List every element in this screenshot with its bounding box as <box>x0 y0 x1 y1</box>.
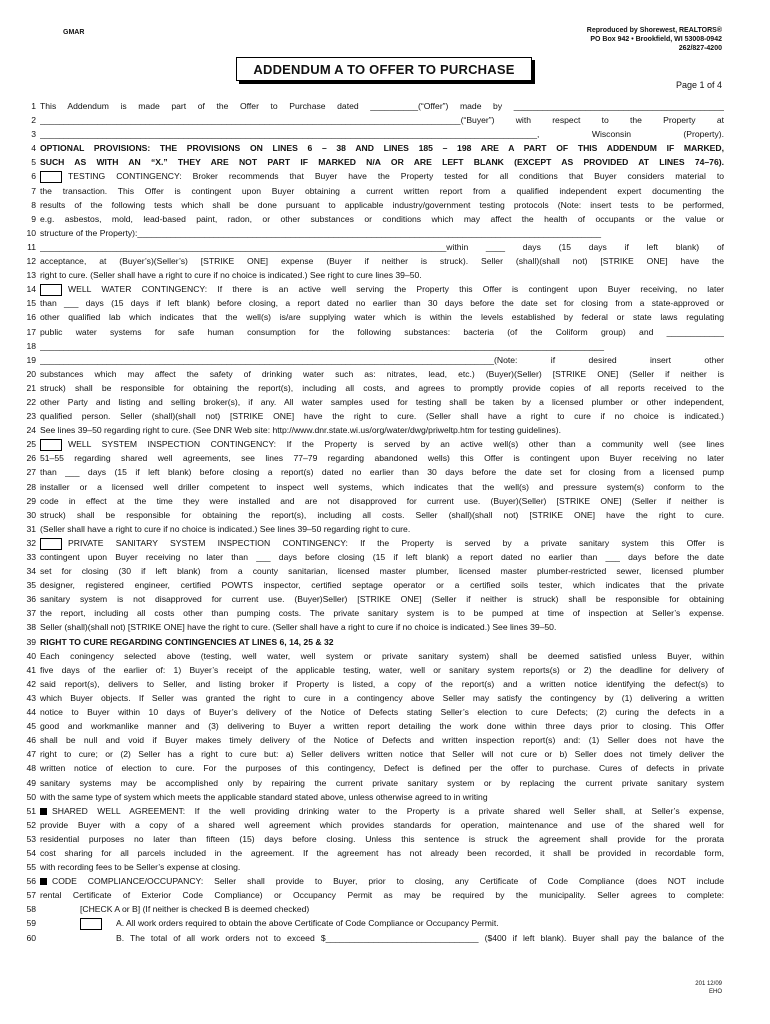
line-text: SHARED WELL AGREEMENT: If the well providing drinking water to the Property is a private shared well Seller shall, at Seller’s expense, <box>52 805 724 816</box>
line-text: CODE COMPLIANCE/OCCUPANCY: Seller shall provide to Buyer, prior to closing, any Certificate of Code Compliance (does NOT include <box>52 876 724 887</box>
document-title: ADDENDUM A TO OFFER TO PURCHASE <box>236 57 532 81</box>
line-text: acceptance, at (Buyer’s)(Seller’s) [STRIKE ONE] expense (Buyer if neither is struck). Seller (shall)(shall not) [STRIKE ONE] have the <box>40 256 724 267</box>
line-number: 12 <box>26 256 36 267</box>
line-text: the transaction. This Offer is contingent upon Buyer obtaining a current written report from a qualified independent expert documenting the <box>40 185 724 196</box>
line-text: struck) shall be responsible for obtaining the report(s), including all costs. Seller (shall)(shall not) [STRIKE ONE] have the right to cure. <box>40 509 724 520</box>
line-number: 40 <box>26 650 36 661</box>
form-code: 201 12/09 <box>695 981 722 987</box>
line-number: 24 <box>26 425 36 436</box>
line-number: 5 <box>31 157 36 168</box>
line-number: 3 <box>31 129 36 140</box>
line-number: 4 <box>31 143 36 154</box>
line-37 <box>18 606 724 620</box>
line-text: structure of the Property):_________________________________________________________________________________________________ <box>40 227 602 238</box>
line-27 <box>18 465 724 479</box>
line-text: installer or a licensed well driller competent to inspect well systems, which indicates that the well(s) and pressure system(s) conform to the <box>40 481 724 492</box>
line-60 <box>18 931 724 945</box>
line-36 <box>18 592 724 606</box>
line-number: 22 <box>26 396 36 407</box>
option-checkbox[interactable] <box>40 171 62 183</box>
line-44 <box>18 705 724 719</box>
option-checkbox[interactable] <box>80 918 102 930</box>
line-number: 17 <box>26 326 36 337</box>
line-number: 36 <box>26 594 36 605</box>
line-number: 49 <box>26 777 36 788</box>
line-number: 14 <box>26 284 36 295</box>
line-number: 34 <box>26 566 36 577</box>
line-text: than ___ days (15 if left blank) before closing a report(s) dated no earlier than 30 days before the date set for closing from a licensed pump <box>40 467 724 478</box>
line-number: 7 <box>31 185 36 196</box>
line-number: 28 <box>26 481 36 492</box>
line-text: qualified person. Seller (shall)(shall not) [STRIKE ONE] have the right to cure. (Seller shall have a right to cure if no choice is indicated.) <box>40 411 724 422</box>
option-checkbox[interactable] <box>40 284 62 296</box>
line-text: public water systems for safe human consumption for the following substances: bacteria (of the Coliform group) and ____________ <box>40 326 724 337</box>
line-text: rental Certificate of Exterior Code Compliance) or Occupancy Permit as may be required by the municipality. Seller agrees to complete: <box>40 890 724 901</box>
bullet-square-icon <box>40 808 47 815</box>
line-22 <box>18 395 724 409</box>
line-text: Seller (shall)(shall not) [STRIKE ONE] have the right to cure. (Seller shall have a right to cure if no choice is indicated.) See lines 39–50. <box>40 622 557 633</box>
line-text: ________________________________________________________________________________________(“Buyer”) with respect to the Property at <box>40 115 724 126</box>
line-15 <box>18 296 724 310</box>
line-number: 16 <box>26 312 36 323</box>
line-42 <box>18 677 724 691</box>
line-text: than ___ days (15 days if left blank) before closing, a report dated no earlier than 30 days before the date set for closing from a state-approved or <box>40 298 724 309</box>
line-number: 44 <box>26 707 36 718</box>
line-number: 37 <box>26 608 36 619</box>
line-number: 57 <box>26 890 36 901</box>
line-number: 45 <box>26 721 36 732</box>
line-8 <box>18 198 724 212</box>
bullet-square-icon <box>40 878 47 885</box>
line-54 <box>18 846 724 860</box>
addendum-body <box>18 99 724 945</box>
line-number: 43 <box>26 692 36 703</box>
line-49 <box>18 776 724 790</box>
line-43 <box>18 691 724 705</box>
line-48 <box>18 761 724 775</box>
line-text: notice to Buyer within 10 days of Buyer’s delivery of the Notice of Defects stating Seller’s election to cure Defects; (2) curing the defects in a <box>40 707 724 718</box>
line-number: 21 <box>26 382 36 393</box>
line-text: See lines 39–50 regarding right to cure. (See DNR Web site: http://www.dnr.state.wi.us/org/water/dwg/priweltp.htm for testing guidelines). <box>40 425 561 436</box>
option-checkbox[interactable] <box>40 439 62 451</box>
line-text: PRIVATE SANITARY SYSTEM INSPECTION CONTINGENCY: If the Property is served by a private sanitary system this Offer is <box>68 537 724 548</box>
line-text: This Addendum is made part of the Offer to Purchase dated __________(“Offer”) made by ____________________________________________ <box>40 101 724 111</box>
line-47 <box>18 747 724 761</box>
line-text: _____________________________________________________________________________________within ____ days (15 days if left blank) of <box>40 241 724 252</box>
line-number: 47 <box>26 749 36 760</box>
line-number: 48 <box>26 763 36 774</box>
line-50 <box>18 790 724 804</box>
line-number: 25 <box>26 439 36 450</box>
line-number: 41 <box>26 664 36 675</box>
line-text: said report(s), delivers to Seller, and listing broker if Property is listed, a copy of the report(s) and a written notice identifying the defect(s) to <box>40 678 724 689</box>
line-number: 26 <box>26 453 36 464</box>
line-text: 51–55 regarding shared well agreements, see lines 77–79 regarding abandoned wells) this Offer is contingent upon Buyer receiving no later <box>40 453 724 464</box>
line-number: 39 <box>26 636 36 647</box>
line-number: 51 <box>26 805 36 816</box>
line-56 <box>18 874 724 888</box>
line-text: right to cure. (Seller shall have a right to cure if no choice is indicated.) See right to cure lines 39–50. <box>40 270 422 281</box>
line-number: 6 <box>31 171 36 182</box>
line-35 <box>18 578 724 592</box>
line-number: 38 <box>26 622 36 633</box>
line-text: ________________________________________________________________________________________________________, Wisconsin (Property). <box>40 129 724 140</box>
line-51 <box>18 804 724 818</box>
line-text: A. All work orders required to obtain the above Certificate of Code Compliance or Occupancy Permit. <box>116 918 499 929</box>
line-1 <box>18 99 724 113</box>
line-number: 19 <box>26 354 36 365</box>
line-text: with the same type of system which meets the applicable standard stated above, unless otherwise agreed to in writing <box>40 791 488 802</box>
line-number: 55 <box>26 862 36 873</box>
line-number: 11 <box>27 241 36 252</box>
option-checkbox[interactable] <box>40 538 62 550</box>
line-text: set for closing (30 if left blank) from a county sanitarian, licensed master plumber, licensed master plumber-restricted sewer, licensed plumber <box>40 566 724 577</box>
line-number: 50 <box>26 791 36 802</box>
line-number: 23 <box>26 411 36 422</box>
line-3 <box>18 127 724 141</box>
line-16 <box>18 310 724 324</box>
line-number: 35 <box>26 580 36 591</box>
line-number: 8 <box>31 199 36 210</box>
line-45 <box>18 719 724 733</box>
line-33 <box>18 550 724 564</box>
line-text: RIGHT TO CURE REGARDING CONTINGENCIES AT LINES 6, 14, 25 & 32 <box>40 636 334 647</box>
line-52 <box>18 818 724 832</box>
line-number: 9 <box>31 213 36 224</box>
line-text: right to cure; or (2) Seller has a right to cure but: a) Seller delivers written notice that Seller will not cure or b) Seller does not timely deliver the <box>40 749 724 760</box>
line-text: written notice of election to cure. For the purposes of this contingency, Defect is defined per the offer to purchase. Cures of defects in private <box>40 763 724 774</box>
line-text: contingent upon Buyer receiving no later than ___ days before closing (15 if left blank) a report dated no earlier than ___ days before the date <box>40 552 724 562</box>
line-text: WELL SYSTEM INSPECTION CONTINGENCY: If the Property is served by an active well(s) other than a community well (see lines <box>68 439 724 450</box>
form-footer <box>695 980 722 996</box>
line-text: e.g. asbestos, mold, lead-based paint, radon, or other substances or conditions which may affect the health of occupants or the value or <box>40 213 724 224</box>
line-number: 10 <box>26 227 36 238</box>
line-number: 32 <box>26 537 36 548</box>
line-number: 60 <box>26 932 36 943</box>
line-text: SUCH AS WITH AN “X.” THEY ARE NOT PART IF MARKED N/A OR ARE LEFT BLANK (EXCEPT AS PROVIDED AT LINES 74–76). <box>40 157 724 168</box>
line-21 <box>18 381 724 395</box>
line-19 <box>18 353 724 367</box>
line-number: 46 <box>26 735 36 746</box>
line-number: 29 <box>26 495 36 506</box>
line-10 <box>18 226 724 240</box>
line-28 <box>18 480 724 494</box>
line-text: Each coningency selected above (testing, well water, well system or private sanitary system) shall be deemed satisfied unless Buyer, within <box>40 650 724 661</box>
line-text: ______________________________________________________________________________________________________________________ <box>40 340 604 351</box>
line-9 <box>18 212 724 226</box>
line-number: 1 <box>31 101 36 111</box>
line-text: other qualified lab which indicates that the well(s) is/are supplying water which is within the levels established by federal or state laws regulating <box>40 312 724 323</box>
line-text: code in effect at the time they were installed and are not disapproved for current use. (Buyer)(Seller) [STRIKE ONE] (Seller if neither is <box>40 495 724 506</box>
line-30 <box>18 508 724 522</box>
line-number: 31 <box>26 523 36 534</box>
line-6 <box>18 169 724 183</box>
line-text: five days of the earlier of: 1) Buyer’s receipt of the applicable testing, water, well or sanitary system reports(s) or 2) the deadline for delivery of <box>40 664 724 675</box>
line-29 <box>18 494 724 508</box>
line-11 <box>18 240 724 254</box>
line-14 <box>18 282 724 296</box>
line-12 <box>18 254 724 268</box>
line-number: 30 <box>26 509 36 520</box>
address: PO Box 942 • Brookfield, WI 53008-0942 <box>590 36 722 43</box>
line-20 <box>18 367 724 381</box>
line-58 <box>18 902 724 916</box>
line-18 <box>18 339 724 353</box>
line-46 <box>18 733 724 747</box>
line-13 <box>18 268 724 282</box>
reproduced-by-block <box>587 26 722 53</box>
line-17 <box>18 325 724 339</box>
line-39 <box>18 635 724 649</box>
line-text: shall be null and void if Buyer makes timely delivery of the Notice of Defects and written inspection report(s) and: (1) Seller does not have the <box>40 735 724 746</box>
line-number: 13 <box>26 270 36 281</box>
line-text: which Buyer objects. If Seller was granted the right to cure in a contingency above Seller may satisfy the contingency by (1) delivering a written <box>40 692 724 703</box>
line-text: TESTING CONTINGENCY: Broker recommends that Buyer have the Property tested for all conditions that Buyer considers material to <box>68 171 724 182</box>
line-text: cost sharing for all parcels included in the agreement. If the agreement has not already been recorded, it shall be provided in recordable form, <box>40 847 724 858</box>
line-number: 15 <box>26 298 36 309</box>
line-number: 56 <box>26 876 36 887</box>
line-text: good and workmanlike manner and (3) delivering to Buyer a written report detailing the work done within three days prior to closing. This Offer <box>40 721 724 732</box>
line-text: WELL WATER CONTINGENCY: If there is an active well serving the Property this Offer is contingent upon Buyer receiving, no later <box>68 284 724 295</box>
line-number: 58 <box>26 904 36 915</box>
line-text: other Party and listing and selling broker(s), if any. All water samples used for testing shall be taken by a licensed plumber or other independent, <box>40 396 724 407</box>
line-text: substances which may affect the safety of drinking water such as: nitrates, lead, etc.) (Buyer)(Seller) [STRIKE ONE] (Seller if neither is <box>40 368 724 379</box>
line-text: OPTIONAL PROVISIONS: THE PROVISIONS ON LINES 6 – 38 AND LINES 185 – 198 ARE A PART OF THIS ADDENDUM IF MARKED, <box>40 143 724 154</box>
line-5 <box>18 155 724 169</box>
line-number: 27 <box>26 467 36 478</box>
line-57 <box>18 888 724 902</box>
line-32 <box>18 536 724 550</box>
line-55 <box>18 860 724 874</box>
line-53 <box>18 832 724 846</box>
line-number: 18 <box>26 340 36 351</box>
line-text: designer, registered engineer, certified POWTS inspector, certified septage operator or a certified soils tester, which indicates that the private <box>40 580 724 591</box>
line-34 <box>18 564 724 578</box>
line-text: [CHECK A or B] (If neither is checked B is deemed checked) <box>80 904 310 915</box>
line-4 <box>18 141 724 155</box>
line-23 <box>18 409 724 423</box>
line-text: B. The total of all work orders not to exceed $________________________________ ($400 if left blank). Buyer shall pay the balance of the <box>116 932 724 943</box>
line-59 <box>18 916 724 930</box>
line-number: 54 <box>26 847 36 858</box>
line-text: _______________________________________________________________________________________________(Note: if desired insert other <box>40 354 724 365</box>
line-text: provide Buyer with a copy of a shared well agreement which provides standards for operation, maintenance and use of the shared well for <box>40 819 724 830</box>
line-number: 20 <box>26 368 36 379</box>
line-40 <box>18 649 724 663</box>
line-number: 33 <box>26 552 36 562</box>
line-text: results of the following tests which shall be done pursuant to applicable industry/government testing protocols (Note: insert tests to be performed, <box>40 199 724 210</box>
reproduced-by: Reproduced by Shorewest, REALTORS® <box>586 27 722 34</box>
line-26 <box>18 451 724 465</box>
line-text: sanitary system is not disapproved for current use. (Buyer)Seller) [STRIKE ONE] (Seller if neither is struck) shall be responsible for obtaining <box>40 594 724 605</box>
form-org: GMAR <box>63 29 85 36</box>
line-number: 42 <box>26 678 36 689</box>
line-24 <box>18 423 724 437</box>
line-text: residential purposes no later than fifteen (15) days before closing. Unless this sentence is struck the agreement shall provide for the prorata <box>40 833 724 844</box>
line-number: 59 <box>26 918 36 929</box>
line-25 <box>18 437 724 451</box>
line-text: (Seller shall have a right to cure if no choice is indicated.) See lines 39–50 regarding right to cure. <box>40 523 411 534</box>
page-number: Page 1 of 4 <box>675 80 722 90</box>
line-number: 52 <box>26 819 36 830</box>
line-text: sanitary systems may be accomplished only by repairing the current private sanitary system or by replacing the current private sanitary system <box>40 777 724 788</box>
line-number: 2 <box>31 115 36 126</box>
line-text: struck) shall be responsible for obtaining the report(s), including all costs, and agrees to promptly provide copies of all reports received to the <box>40 382 724 393</box>
eho-mark: EHO <box>708 989 722 995</box>
phone: 262/827-4200 <box>678 45 722 52</box>
line-7 <box>18 184 724 198</box>
line-text: with recording fees to be Seller’s expense at closing. <box>40 862 241 873</box>
line-41 <box>18 663 724 677</box>
line-number: 53 <box>26 833 36 844</box>
line-38 <box>18 620 724 634</box>
line-31 <box>18 522 724 536</box>
line-2 <box>18 113 724 127</box>
line-text: the report, including all costs other than pumping costs. The private sanitary system is to be pumped at time of inspection at Seller’s expense. <box>40 608 724 619</box>
